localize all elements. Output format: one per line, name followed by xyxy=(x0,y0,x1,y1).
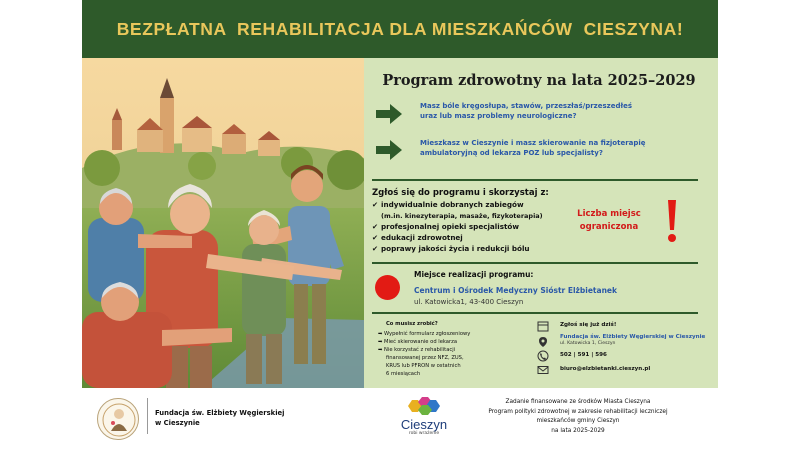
step-item-cont: 6 miesiącach xyxy=(386,371,421,377)
question-1-line2: uraz lub masz problemy neurologiczne? xyxy=(420,112,577,120)
question-1-line1: Masz bóle kręgosłupa, stawów, przeszłaś/przeszedłeś xyxy=(420,102,633,110)
benefit-item: ✔ edukacji zdrowotnej xyxy=(372,233,463,242)
limit-line2: ograniczona xyxy=(579,222,639,232)
benefit-item-note: (m.in. kinezyterapia, masaże, fizykoterapia) xyxy=(381,212,543,220)
cieszyn-city-logo-mark xyxy=(404,396,444,416)
contact-org-address: ul. Katowicka 1, Cieszyn xyxy=(560,341,616,346)
footer-org-line2: w Cieszynie xyxy=(155,419,200,427)
seniors-exercise-illustration xyxy=(82,58,364,388)
benefit-item: ✔ poprawy jakości życia i redukcji bólu xyxy=(372,244,530,253)
question-2 xyxy=(420,138,646,158)
location-dot xyxy=(375,275,400,300)
funding-line: Program polityki zdrowotnej w zakresie rehabilitacji leczniczej xyxy=(488,408,668,415)
enroll-title: Zgłoś się do programu i skorzystaj z: xyxy=(372,188,549,198)
exclamation-icon xyxy=(665,200,679,244)
benefit-item: ✔ indywidualnie dobranych zabiegów xyxy=(372,200,524,209)
calendar-icon xyxy=(537,320,549,332)
place-address: ul. Katowicka1, 43-400 Cieszyn xyxy=(414,298,524,306)
contact-email: biuro@elzbietanki.cieszyn.pl xyxy=(560,366,651,372)
divider xyxy=(372,179,698,181)
step-item-cont: KRUS lub PFRON w ostatnich xyxy=(386,363,461,369)
step-item: ➡ Nie korzystać z rehabilitacji xyxy=(378,347,456,353)
phone-icon xyxy=(537,350,549,362)
footer-org xyxy=(155,408,284,428)
place-title: Miejsce realizacji programu: xyxy=(414,270,534,279)
footer-org-line1: Fundacja św. Elżbiety Węgierskiej xyxy=(155,409,285,417)
question-2-line2: ambulatoryjną od lekarza POZ lub specjalisty? xyxy=(420,149,603,157)
email-icon xyxy=(537,364,549,376)
arrow-icon: ➡ xyxy=(378,339,383,345)
funding-line: mieszkańców gminy Cieszyn xyxy=(536,418,620,424)
arrow-right-icon xyxy=(376,140,402,160)
funding-line: na lata 2025-2029 xyxy=(551,427,605,434)
step-item: ➡ Mieć skierowanie od lekarza xyxy=(378,339,458,345)
illustration xyxy=(82,58,364,388)
check-icon: ✔ xyxy=(372,222,379,231)
divider xyxy=(372,262,698,264)
step-item: ➡ Wypełnić formularz zgłoszeniowy xyxy=(378,331,471,337)
question-2-line1: Mieszkasz w Cieszynie i masz skierowanie na fizjoterapię xyxy=(420,139,646,147)
city-logo-text: Cieszyn xyxy=(400,417,448,432)
cta-text: Zgłoś się już dziś! xyxy=(560,322,617,328)
limited-places-note xyxy=(564,208,654,234)
check-icon: ✔ xyxy=(372,200,379,209)
check-icon: ✔ xyxy=(372,244,379,253)
arrow-icon: ➡ xyxy=(378,347,383,353)
funding-note xyxy=(488,398,668,436)
check-icon: ✔ xyxy=(372,233,379,242)
location-icon xyxy=(537,336,549,348)
limit-line1: Liczba miejsc xyxy=(577,209,641,219)
divider xyxy=(372,312,698,314)
benefit-item: ✔ profesjonalnej opieki specjalistów xyxy=(372,222,519,231)
step-item-cont: finansowanej przez NFZ, ZUS, xyxy=(386,355,464,361)
question-1 xyxy=(420,101,632,121)
foundation-logo xyxy=(97,398,139,440)
contact-phone: 502 | 591 | 596 xyxy=(560,352,607,358)
steps-title: Co musisz zrobić? xyxy=(386,321,438,327)
contact-org: Fundacja św. Elżbiety Węgierskiej w Cieszynie xyxy=(560,334,706,340)
city-tagline: robi wrażenie xyxy=(408,431,440,436)
arrow-icon: ➡ xyxy=(378,331,383,337)
program-title: Program zdrowotny na lata 2025–2029 xyxy=(382,72,696,89)
funding-line: Zadanie finansowane ze środków Miasta Cieszyna xyxy=(505,399,651,405)
footer-separator xyxy=(147,398,148,434)
place-name: Centrum i Ośrodek Medyczny Sióstr Elżbietanek xyxy=(414,286,617,295)
header-banner xyxy=(82,0,718,58)
arrow-right-icon xyxy=(376,104,402,124)
banner-title: BEZPŁATNA REHABILITACJA DLA MIESZKAŃCÓW CIESZYNA! xyxy=(116,18,684,39)
